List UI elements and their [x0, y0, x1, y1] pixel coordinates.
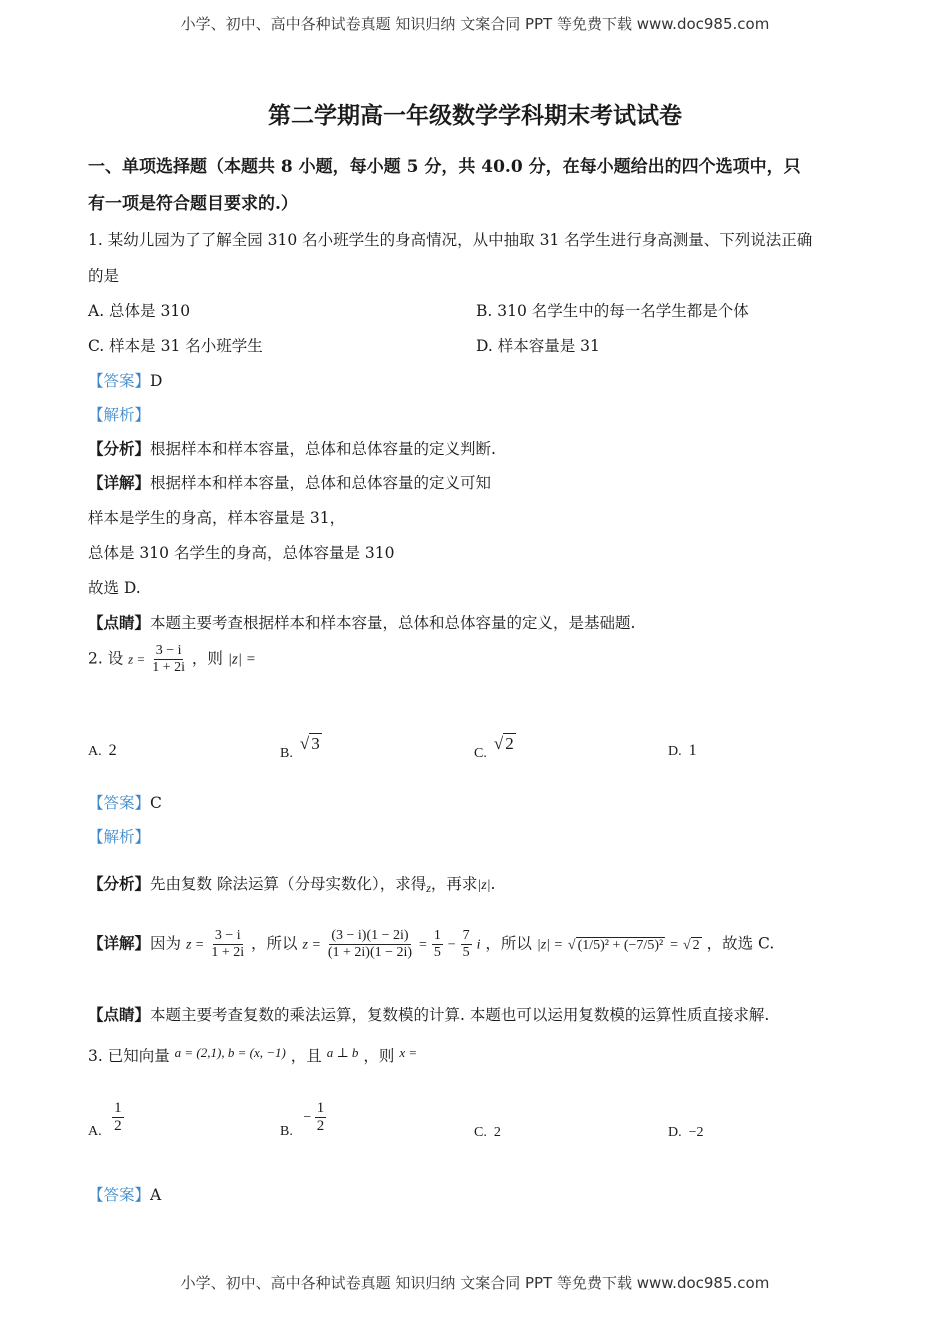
q3-option-a: A. $\frac{1}{2}$	[88, 1100, 122, 1139]
answer-label: 【答案】	[88, 372, 151, 390]
q3-option-c: C. 2	[474, 1125, 501, 1140]
q3-stem: 3. 已知向量 $^{a = (2,1), b = (x, -1)}$ ，且 $^{a \perp b}$ ，则 $^{x =}$	[88, 1045, 418, 1065]
q2-dianjing: 【点睛】本题主要考查复数的乘法运算，复数模的计算. 本题也可以运用复数模的运算性质直接求解.	[88, 1005, 770, 1024]
q3-answer: 【答案】A	[88, 1186, 162, 1204]
q1-detail-line2: 总体是 310 名学生的身高，总体容量是 310	[88, 544, 395, 562]
q1-option-c: C. 样本是 31 名小班学生	[88, 337, 263, 355]
q2-answer: 【答案】C	[88, 794, 162, 812]
q2-option-d: D. 1	[668, 742, 697, 759]
q1-xiangjie: 【详解】根据样本和样本容量，总体和总体容量的定义可知	[88, 473, 492, 492]
section-heading-line2: 有一项是符合题目要求的.）	[88, 194, 298, 214]
q2-fenxi: 【分析】先由复数 除法运算（分母实数化），求得z，再求|z|.	[88, 874, 496, 895]
page-footer: 小学、初中、高中各种试卷真题 知识归纳 文案合同 PPT 等免费下载 www.doc985.com	[180, 1274, 770, 1292]
q2-fraction: $\frac{3 - i}{1 + 2i}$	[152, 643, 185, 676]
q2-stem: 2. 设 z = $\frac{3 - i}{1 + 2i}$ ，则 |z| =	[88, 643, 256, 676]
q2-option-c: C. √ 2	[474, 734, 514, 761]
q1-option-d: D. 样本容量是 31	[476, 337, 600, 355]
q3-option-b: B. − $\frac{1}{2}$	[280, 1100, 325, 1139]
q1-answer	[88, 369, 162, 391]
q3-option-d: D. −2	[668, 1125, 704, 1140]
q1-analysis-label: 【解析】	[88, 406, 151, 424]
page-title: 第二学期高一年级数学学科期末考试试卷	[268, 102, 682, 129]
page-header: 小学、初中、高中各种试卷真题 知识归纳 文案合同 PPT 等免费下载 www.doc985.com	[180, 15, 770, 33]
q1-fenxi: 【分析】根据样本和样本容量，总体和总体容量的定义判断.	[88, 439, 496, 458]
q1-stem-line1: 1. 某幼儿园为了了解全园 310 名小班学生的身高情况，从中抽取 31 名学生进行身高测量、下列说法正确	[88, 231, 813, 249]
q2-xiangjie: 【详解】因为 z = $\frac{3 - i}{1 + 2i}$ ，所以 z = $\frac{(3 - i)(1 - 2i)}{(1 + 2i)(1 - 2i)}$ = $\frac{1}{5}$ − $\frac{7}{5}$ i ，所以 |z| = √ (1/5)² + (−7/5)² = √ 2 ，故选 C.	[88, 928, 775, 961]
q1-detail-line3: 故选 D.	[88, 579, 141, 597]
q2-option-a: A. 2	[88, 742, 117, 759]
q1-dianjing: 【点睛】本题主要考查根据样本和样本容量，总体和总体容量的定义，是基础题.	[88, 613, 636, 632]
q1-option-a: A. 总体是 310	[88, 302, 191, 320]
q1-option-b: B. 310 名学生中的每一名学生都是个体	[476, 302, 749, 320]
q1-detail-line1: 样本是学生的身高，样本容量是 31，	[88, 509, 346, 527]
q1-stem-line2: 的是	[88, 267, 120, 285]
q2-option-b: B. √ 3	[280, 734, 320, 761]
section-heading-line1: 一、单项选择题（本题共 8 小题，每小题 5 分，共 40.0 分，在每小题给出的四个选项中，只	[88, 157, 801, 177]
q1-answer-value: D	[150, 372, 163, 390]
q2-analysis-label: 【解析】	[88, 828, 151, 846]
